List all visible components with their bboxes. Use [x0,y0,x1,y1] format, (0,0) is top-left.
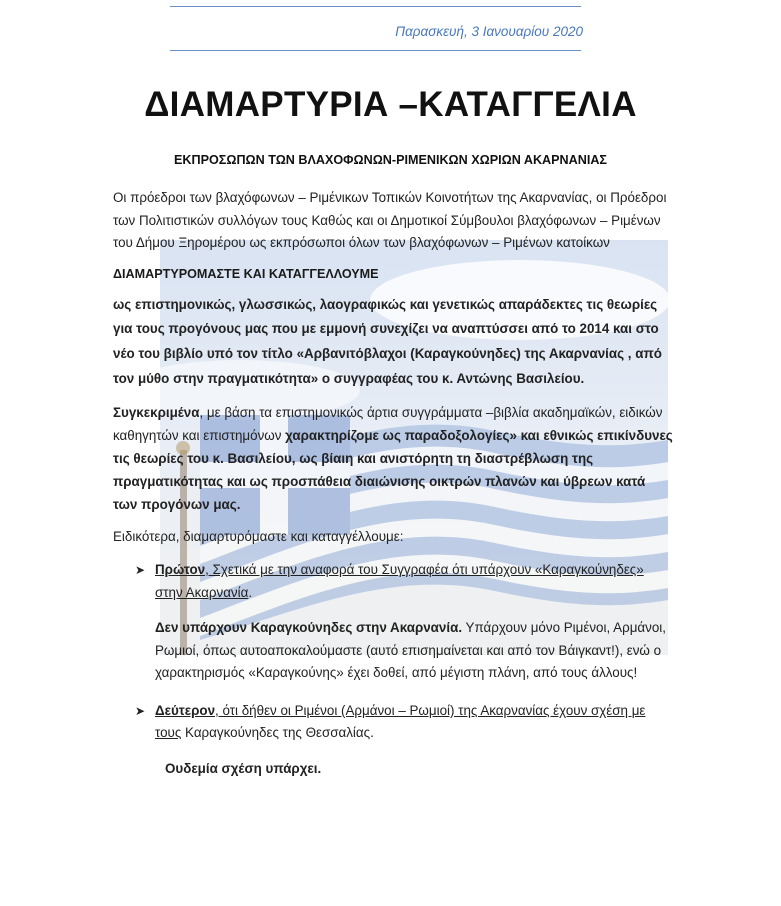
specifically-intro: Ειδικότερα, διαμαρτυρόμαστε και καταγγέλλουμε: [113,528,404,544]
header-bottom-rule [170,50,581,51]
point-first-tail: . [248,584,253,600]
intro-paragraph: Οι πρόεδροι των βλαχόφωνων – Ριμένικων Τοπικών Κοινοτήτων της Ακαρνανίας, οι Πρόεδροι των Πολιτιστικών συλλόγων τους Καθώς και οι Δημοτικοί Σύμβουλοι βλαχόφωνων – Ριμένων του Δήμου Ξηρομέρου ως εκπρόσωποι όλων των βλαχόφωνων – Ριμένων κατοίκων [113,190,667,250]
point-second-lead: Δεύτερον [155,702,216,718]
point-first-text: , Σχετικά με την αναφορά του Συγγραφέα ότι υπάρχουν «Καραγκούνηδες» στην Ακαρνανία [155,562,644,600]
point-first [113,559,673,604]
arrow-bullet-icon: ➤ [135,703,146,718]
point-first-body-bold: Δεν υπάρχουν Καραγκούνηδες στην Ακαρνανία. [155,620,463,636]
point-first-lead: Πρώτον [155,562,206,578]
specific-text: , με βάση τα επιστημονικώς άρτια συγγράμματα –βιβλία ακαδημαϊκών, ειδικών καθηγητών και επιστημόνων [113,404,663,443]
point-first-body-text: Υπάρχουν μόνο Ριμένοι, Αρμάνοι, Ρωμιοί, όπως αυτοαποκαλούμαστε (αυτό επισημαίνεται και από τον Βάιγκαντ!), ενώ ο χαρακτηρισμός «Καραγκούνης» έχει δοθεί, από μέγιστη πλάνη, από τους άλλους! [155,620,666,681]
point-second-text: , ότι δήθεν οι Ριμένοι (Αρμάνοι – Ρωμιοί) της Ακαρνανίας έχουν σχέση με τους [155,702,646,741]
document-body [113,187,673,780]
document-date: Παρασκευή, 3 Ιανουαρίου 2020 [395,24,583,39]
point-first-body [113,617,673,685]
arrow-bullet-icon: ➤ [135,563,146,578]
specific-paragraph [113,401,673,516]
specific-text-bold: χαρακτηρίζομε ως παραδοξολογίες» και εθνικώς επικίνδυνες τις θεωρίες του κ. Βασιλείου, ως βίαιη και ανιστόρητη τη διαστρέβλωση της πραγματικότητας και ως προσπάθεια διαιώνισης οικτρών πλανών και ύβρεων κατά των προγόνων μας. [113,427,673,512]
point-second [113,700,673,745]
specific-lead: Συγκεκριμένα [113,404,200,420]
point-second-tail: Καραγκούνηδες της Θεσσαλίας. [181,725,374,741]
protest-paragraph: ως επιστημονικώς, γλωσσικώς, λαογραφικώς και γενετικώς απαράδεκτες τις θεωρίες για τους προγόνους μας που με εμμονή συνεχίζει να αναπτύσσει από το 2014 και στο νέο του βιβλίο υπό τον τίτλο «Αρβανιτόβλαχοι (Καραγκούνηδες) της Ακαρνανίας , από τον μύθο στην πραγματικότητα» ο συγγραφέας του κ. Αντώνης Βασιλείου. [113,296,662,386]
protest-heading: ΔΙΑΜΑΡΤΥΡΟΜΑΣΤΕ ΚΑΙ ΚΑΤΑΓΓΕΛΛΟΥΜΕ [113,266,379,281]
header-top-rule [170,6,581,7]
page-title: ΔΙΑΜΑΡΤΥΡΙΑ –ΚΑΤΑΓΓΕΛΙΑ [144,85,637,124]
point-second-body: Ουδεμία σχέση υπάρχει. [165,760,322,776]
page-subtitle: ΕΚΠΡΟΣΩΠΩΝ ΤΩΝ ΒΛΑΧΟΦΩΝΩΝ-ΡΙΜΕΝΙΚΩΝ ΧΩΡΙΩΝ ΑΚΑΡΝΑΝΙΑΣ [174,153,607,167]
